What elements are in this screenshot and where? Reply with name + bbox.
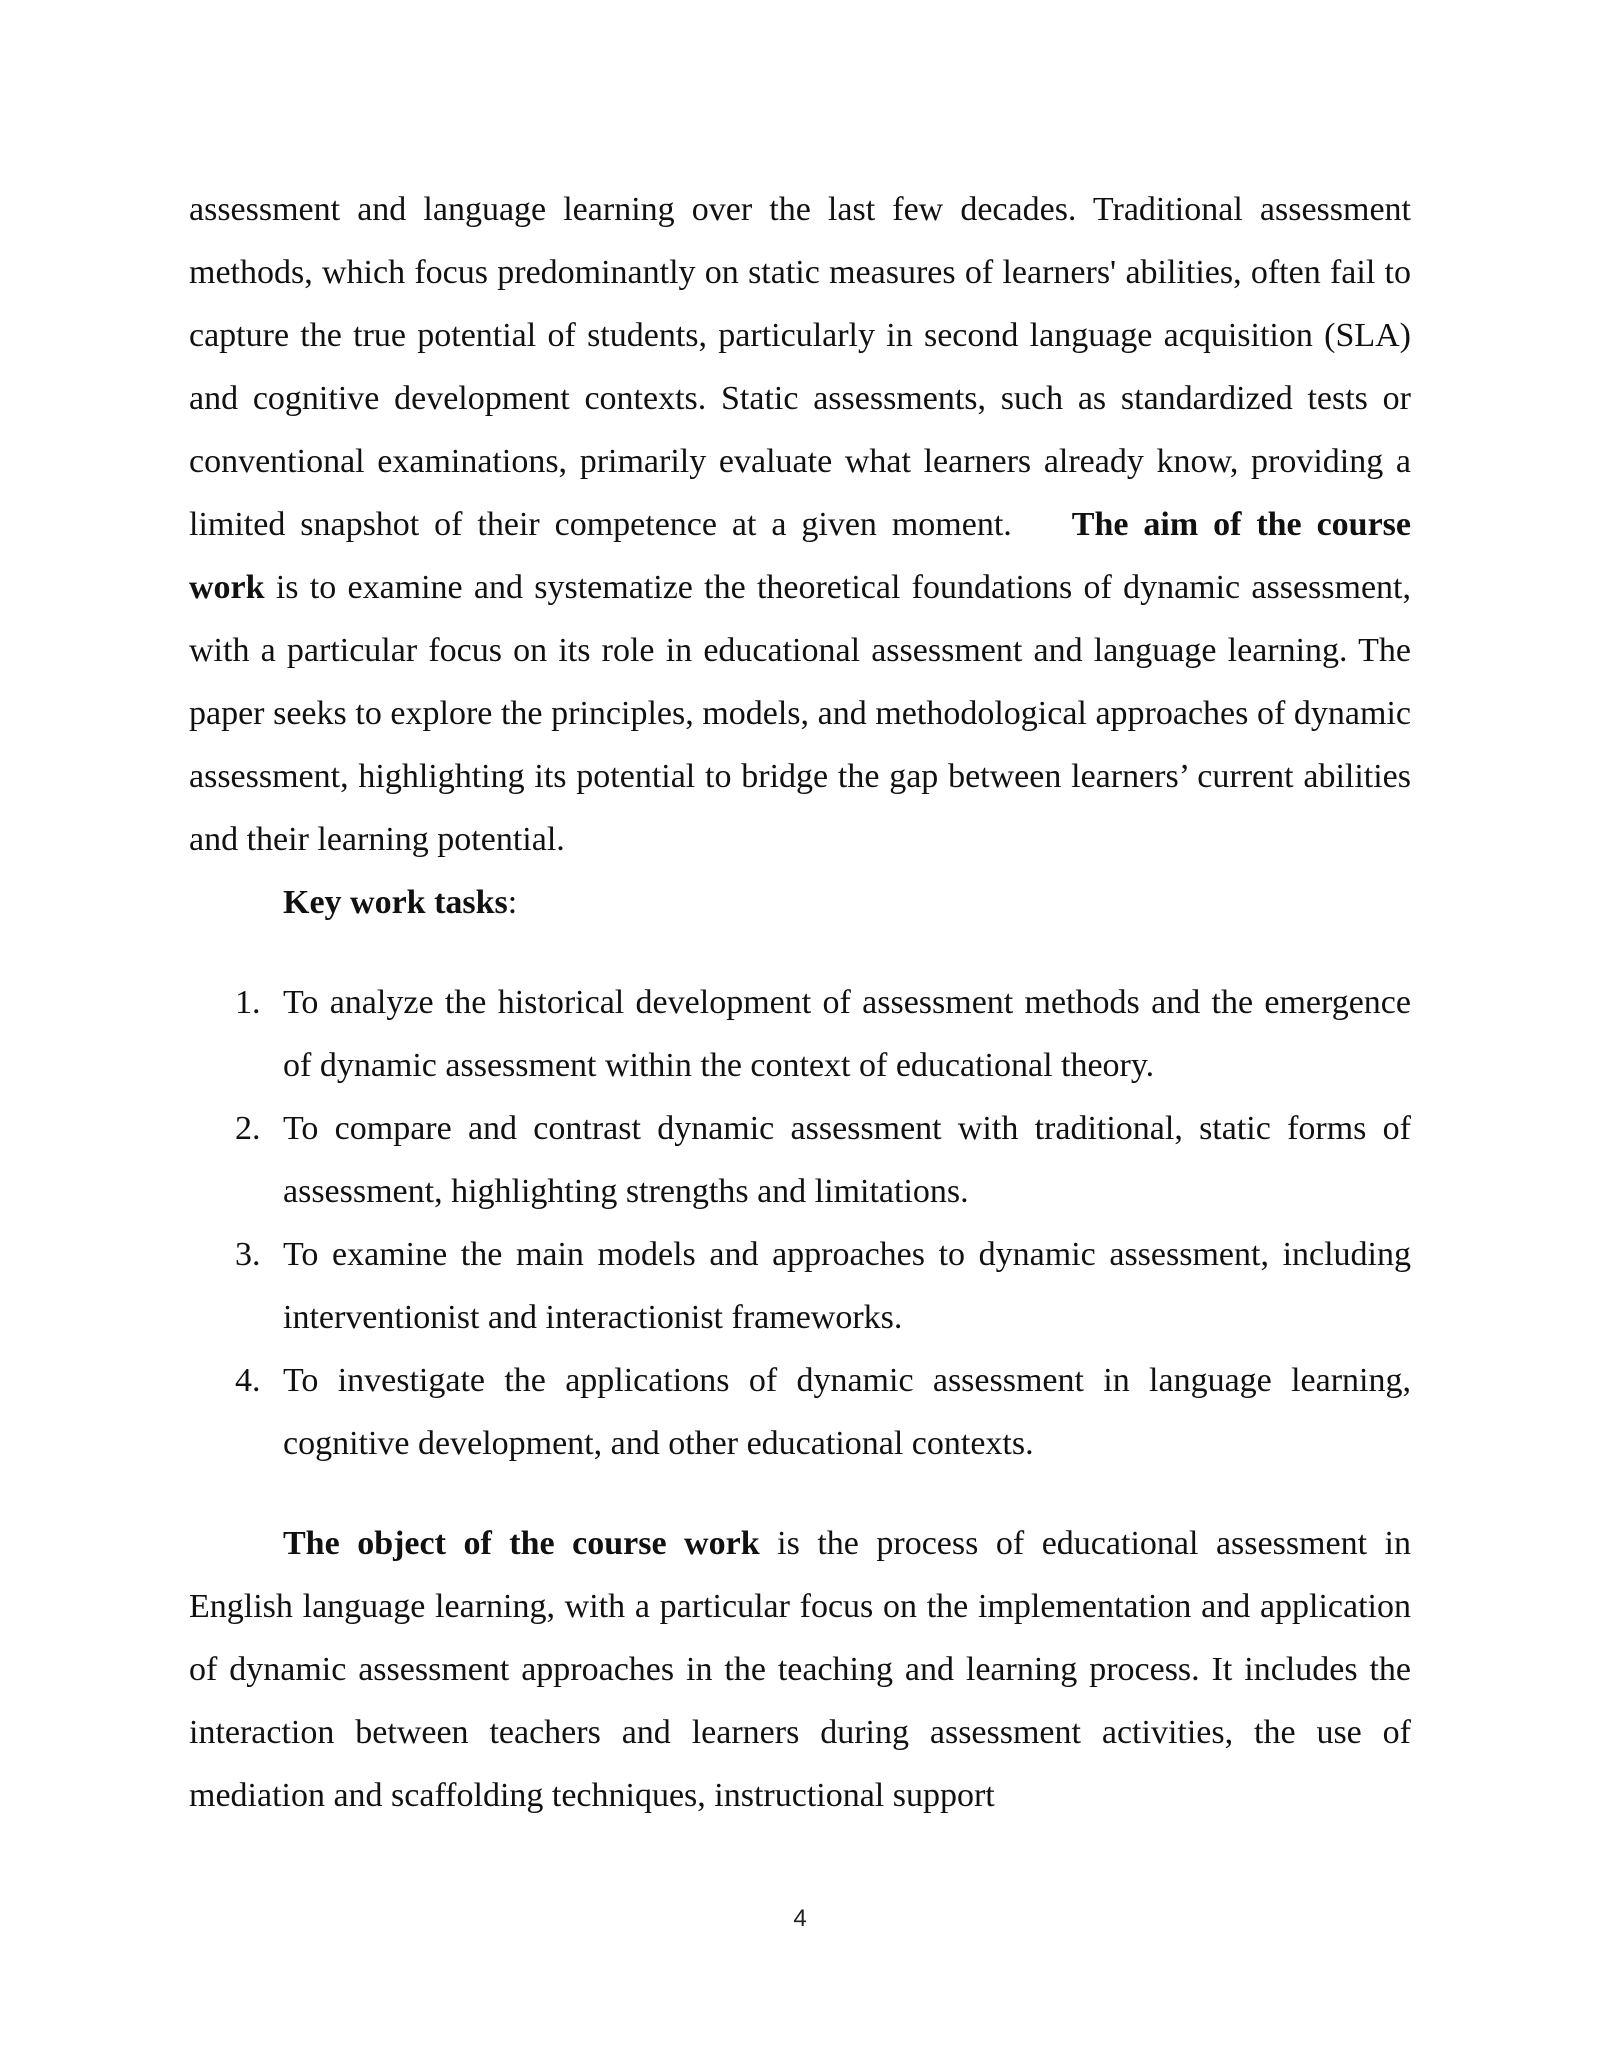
- tasks-heading-label: Key work tasks: [283, 884, 508, 921]
- task-number: 2.: [235, 1110, 261, 1147]
- task-number: 1.: [235, 984, 261, 1021]
- task-text: To examine the main models and approaches to dynamic assessment, including interventionist and interactionist frameworks.: [283, 1236, 1411, 1336]
- task-item-4: [189, 1349, 1411, 1475]
- task-text: To compare and contrast dynamic assessment with traditional, static forms of assessment, highlighting strengths and limitations.: [283, 1110, 1411, 1210]
- task-list: [189, 971, 1411, 1475]
- task-text: To analyze the historical development of assessment methods and the emergence of dynamic assessment within the context of educational theory.: [283, 984, 1411, 1084]
- tasks-heading-colon: :: [507, 884, 518, 921]
- task-item-1: [189, 971, 1411, 1097]
- object-paragraph: [189, 1512, 1411, 1827]
- task-number: 4.: [235, 1362, 261, 1399]
- page-body: [189, 178, 1411, 1827]
- intro-text: assessment and language learning over the last few decades. Traditional assessment methods, which focus predominantly on static measures of learners' abilities, often fail to capture the true potential of students, particularly in second language acquisition (SLA) and cognitive development contexts. Static assessments, such as standardized tests or conventional examinations, primarily evaluate what learners already know, providing a limited snapshot of their competence at a given moment.: [189, 191, 1411, 543]
- object-text: is the process of educational assessment in English language learning, with a particular focus on the implementation and application of dynamic assessment approaches in the teaching and learning process. It includes the interaction between teachers and learners during assessment activities, the use of mediation and scaffolding techniques, instructional support: [189, 1525, 1411, 1814]
- aim-text: is to examine and systematize the theoretical foundations of dynamic assessment, with a particular focus on its role in educational assessment and language learning. The paper seeks to explore the principles, models, and methodological approaches of dynamic assessment, highlighting its potential to bridge the gap between learners’ current abilities and their learning potential.: [189, 569, 1411, 858]
- task-item-2: [189, 1097, 1411, 1223]
- aim-label: The aim of the course work: [189, 506, 1411, 606]
- intro-paragraph: [189, 178, 1411, 871]
- task-item-3: [189, 1223, 1411, 1349]
- tasks-heading: [189, 871, 1411, 934]
- object-label: The object of the course work: [283, 1525, 760, 1562]
- task-text: To investigate the applications of dynamic assessment in language learning, cognitive development, and other educational contexts.: [283, 1362, 1411, 1462]
- task-number: 3.: [235, 1236, 261, 1273]
- page-number: 4: [793, 1905, 807, 1932]
